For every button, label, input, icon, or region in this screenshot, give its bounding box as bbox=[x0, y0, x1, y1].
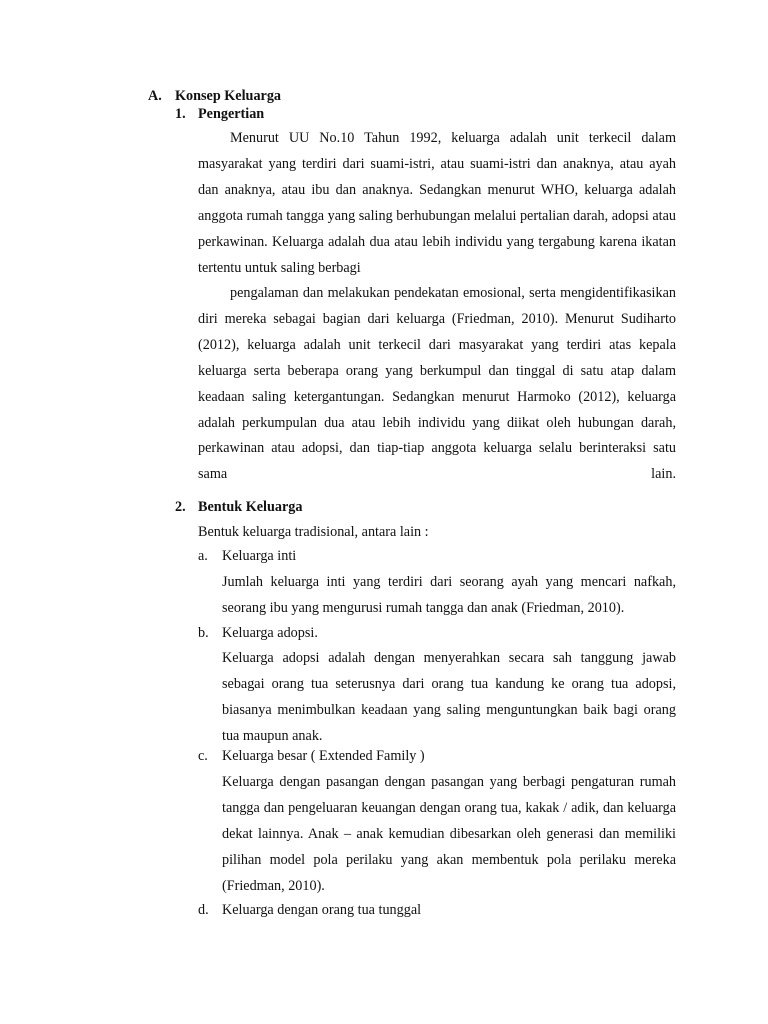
list-item-body: Keluarga dengan pasangan dengan pasangan yang berbagi pengaturan rumah tangga dan pengeluaran keuangan dengan orang tua, kakak / adik, dan keluarga dekat lainnya. Anak – anak kemudian dibesarkan oleh generasi dan memiliki pilihan model pola perilaku yang akan membentuk pola perilaku mereka (Friedman, 2010). bbox=[222, 774, 676, 894]
list-marker: a. bbox=[198, 548, 208, 564]
list-item-title: Keluarga besar ( Extended Family ) bbox=[222, 748, 425, 764]
list-item-title: Keluarga dengan orang tua tunggal bbox=[222, 902, 422, 918]
subsection-title: Pengertian bbox=[198, 106, 265, 122]
list-marker: d. bbox=[198, 902, 209, 918]
list-item-body: Keluarga adopsi adalah dengan menyerahkan secara sah tanggung jawab sebagai orang tua seterusnya dari orang tua kandung ke orang tua adopsi, biasanya menimbulkan keadaan yang saling menguntungkan baik bagi orang tua maupun anak. bbox=[222, 650, 676, 744]
subsection-marker: 1. bbox=[175, 106, 186, 122]
paragraph: pengalaman dan melakukan pendekatan emosional, serta mengidentifikasikan diri mereka sebagai bagian dari keluarga (Friedman, 2010). Menurut Sudiharto (2012), keluarga adalah unit terkecil dari masyarakat yang terdiri atas kepala keluarga serta beberapa orang yang berkumpul dan tinggal di satu atap dalam keadaan saling ketergantungan. Sedangkan menurut Harmoko (2012), keluarga adalah perkumpulan dua atau lebih individu yang diikat oleh hubungan darah, perkawinan atau adopsi, dan tiap-tiap anggota keluarga selalu berinteraksi satu sama lain. bbox=[198, 285, 676, 483]
list-marker: c. bbox=[198, 748, 208, 764]
section-title: Konsep Keluarga bbox=[175, 88, 282, 104]
list-marker: b. bbox=[198, 625, 209, 641]
section-marker: A. bbox=[148, 88, 162, 104]
subsection-title: Bentuk Keluarga bbox=[198, 499, 303, 515]
list-item-title: Keluarga adopsi. bbox=[222, 625, 318, 641]
paragraph: Menurut UU No.10 Tahun 1992, keluarga adalah unit terkecil dalam masyarakat yang terdiri dari suami-istri, atau suami-istri dan anaknya, atau ayah dan anaknya, atau ibu dan anaknya. Sedangkan menurut WHO, keluarga adalah anggota rumah tangga yang saling berhubungan melalui pertalian darah, adopsi atau perkawinan. Keluarga adalah dua atau lebih individu yang tergabung karena ikatan tertentu untuk saling berbagi bbox=[198, 130, 676, 276]
intro-text: Bentuk keluarga tradisional, antara lain : bbox=[198, 524, 429, 540]
list-item-body: Jumlah keluarga inti yang terdiri dari seorang ayah yang mencari nafkah, seorang ibu yang mengurusi rumah tangga dan anak (Friedman, 2010). bbox=[222, 574, 676, 616]
subsection-marker: 2. bbox=[175, 499, 186, 515]
list-item-title: Keluarga inti bbox=[222, 548, 297, 564]
